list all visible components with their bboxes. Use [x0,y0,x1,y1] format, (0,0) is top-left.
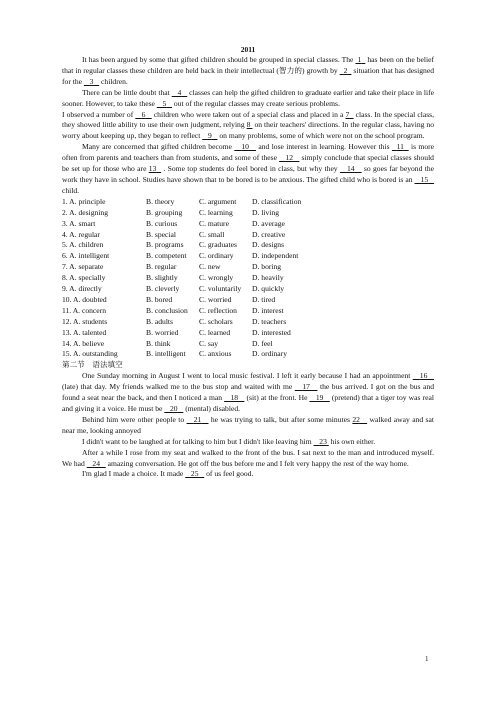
option-b: B. cleverly [146,284,180,294]
option-d: D. living [252,207,280,217]
text: children. [99,76,128,86]
option-row [62,349,434,360]
option-d: D. tired [252,294,276,304]
text: classes can help the gifted children to graduate earlier and take their place in life sooner. However, to take these [62,87,434,108]
section2-heading: 第二节 语法填空 [62,360,123,370]
option-row [62,317,434,328]
option-d: D. feel [252,338,273,348]
text: on many problems, some of which were not on the school program. [217,131,425,141]
blank-17: 17 [302,382,310,392]
text: (mental) disabled. [183,404,241,413]
blank-20: 20 [170,404,178,413]
text: children who were taken out of a special class and placed in a [151,109,346,119]
text: . Some top students do feel bored in class, but why they [161,164,340,174]
option-row [62,240,434,251]
text: and lose interest in learning. However this [256,142,392,152]
option-q: 12. A. students [62,316,108,326]
option-d: D. quickly [252,284,285,294]
blank-15: 15 [420,174,429,184]
option-c: C. small [199,229,225,239]
option-d: D. interested [252,327,291,337]
option-d: D. boring [252,262,282,272]
blank-11: 11 [396,142,404,152]
option-row [62,197,434,208]
option-row [62,262,434,273]
option-c: C. ordinary [199,251,234,261]
text: There can be little doubt that [82,87,172,97]
option-q: 9. A. directly [62,284,102,294]
option-c: C. graduates [199,240,237,250]
option-b: B. slightly [146,273,178,283]
option-q: 5. A. children [62,240,104,250]
blank-10: 10 [241,142,249,152]
option-q: 6. A. intelligent [62,251,110,261]
option-row [62,295,434,306]
option-c: C. reflection [199,305,237,315]
option-c: C. argument [199,196,237,206]
options-list [62,197,434,361]
option-b: B. regular [146,262,177,272]
blank-14: 14 [346,164,355,174]
text: I'm glad I made a choice. It made [82,469,186,479]
option-d: D. heavily [252,273,284,283]
option-q: 10. A. doubted [62,294,107,304]
blank-5: 5 [162,98,167,108]
option-d: D. designs [252,240,285,250]
text: (sit) at the front. He [244,393,310,403]
option-b: B. worried [146,327,179,337]
text: so goes far beyond the work they have in school. Studies have shown that to be bored is to be anxious. The gifted child who is bored is an [62,164,434,184]
text: child. [62,185,80,195]
blank-21: 21 [193,414,202,424]
option-c: C. anxious [199,349,232,359]
text: Behind him were other people to [82,414,187,424]
text: has been on the belief that in regular classes these children are held back in their intellectual (智力的) growth by [62,55,435,75]
text: of us feel good. [204,469,254,479]
option-c: C. say [199,338,218,348]
option-q: 3. A. smart [62,218,96,228]
blank-7: 7 [345,109,350,119]
text: situation that has designed for the [62,65,434,86]
option-b: B. conclusion [146,305,188,315]
option-b: B. intelligent [146,349,186,359]
blank-23: 23 [319,436,327,446]
blank-19: 19 [315,393,324,403]
blank-22: 22 [352,414,360,424]
option-row [62,328,434,339]
page-number: 1 [425,655,429,663]
text: on their teachers' directions. In the regular class, having no worry about keeping up, they began to reflect [62,120,435,141]
section2-paragraph2 [62,415,434,437]
option-q: 1. A. principle [62,196,106,206]
passage1-paragraph3 [62,110,434,143]
option-q: 7. A. separate [62,262,104,272]
text: Many are concerned that gifted children become [82,142,235,152]
option-c: C. learned [199,327,231,337]
option-q: 11. A. concern [62,305,107,315]
option-q: 4. A. regular [62,229,100,239]
section2-paragraph1 [62,371,434,415]
option-d: D. teachers [252,316,287,326]
option-row [62,208,434,219]
blank-8: 8 [246,120,251,130]
blank-13: 13 [148,164,157,174]
text: amazing conversation. He got off the bus before me and I felt very happy the rest of the way home. [105,458,409,468]
option-b: B. curious [146,218,178,228]
text: out of the regular classes may create serious problems. [172,98,340,108]
option-c: C. wrongly [199,273,234,283]
option-row [62,284,434,295]
text: I didn't want to be laughed at for talking to him but I didn't like leaving him [82,436,314,446]
option-q: 14. A. believe [62,338,105,348]
option-c: C. mature [199,218,229,228]
option-q: 15. A. outstanding [62,349,118,359]
blank-16: 16 [419,371,428,381]
option-row [62,306,434,317]
option-q: 13. A. talented [62,327,107,337]
blank-12: 12 [285,153,294,163]
option-row [62,339,434,350]
text: simply conclude that special classes should be set up for those who are [62,153,434,174]
option-row [62,251,434,262]
option-b: B. think [146,338,171,348]
text: walked away and sat near me, looking annoyed [62,414,434,435]
blank-3: 3 [89,76,94,86]
text: After a while I rose from my seat and walked to the front of the bus. I sat next to the man and introduced myself. We had [62,447,434,468]
option-d: D. ordinary [252,349,288,359]
blank-1: 1 [357,55,362,64]
text: his own either. [328,436,376,446]
blank-18: 18 [230,393,239,403]
option-c: C. worried [199,294,232,304]
page-title: 2011 [240,45,256,54]
option-b: B. programs [146,240,184,250]
option-c: C. learning [199,207,233,217]
option-c: C. new [199,262,221,272]
option-b: B. theory [146,196,175,206]
text: is more often from parents and teachers than from students, and some of these [62,142,435,163]
passage1-paragraph2 [62,88,434,110]
option-b: B. special [146,229,176,239]
text: he was trying to talk, but after some minutes [208,414,353,424]
option-d: D. independent [252,251,299,261]
option-row [62,219,434,230]
blank-24: 24 [92,458,100,468]
option-c: C. voluntarily [199,284,242,294]
section2-paragraph5 [62,469,434,480]
option-d: D. average [252,218,285,228]
option-q: 2. A. designing [62,207,108,217]
text: It has been argued by some that gifted children should be grouped in special classes. The [82,55,354,64]
section2-paragraph3 [62,437,434,448]
section2-paragraph4 [62,448,434,470]
option-d: D. classification [252,196,302,206]
option-b: B. bored [146,294,173,304]
blank-2: 2 [343,65,348,75]
option-c: C. scholars [199,316,233,326]
option-b: B. competent [146,251,187,261]
text: the bus arrived. I got on the bus and found a seat near the back, and then I noticed a man [62,382,434,403]
blank-25: 25 [190,469,199,479]
option-row [62,273,434,284]
option-d: D. interest [252,305,284,315]
text: (pretend) that a tiger toy was real and giving it a voice. He must be [62,393,434,413]
text: (late) that day. My friends walked me to the bus stop and waited with me [62,382,295,392]
text: class. In the special class, they showed little ability to use their own judgment, relying [62,109,435,130]
text: One Sunday morning in August I went to local music festival. I left it early because I had an appointment [82,371,413,381]
option-d: D. creative [252,229,286,239]
blank-4: 4 [177,87,182,97]
option-q: 8. A. specially [62,273,106,283]
option-b: B. grouping [146,207,183,217]
passage1-paragraph4 [62,142,434,197]
option-b: B. adults [146,316,174,326]
blank-9: 9 [207,131,212,141]
text: I observed a number of [62,109,136,119]
option-row [62,230,434,241]
document-body [62,55,434,480]
passage1-paragraph1 [62,55,434,88]
blank-6: 6 [141,109,146,119]
